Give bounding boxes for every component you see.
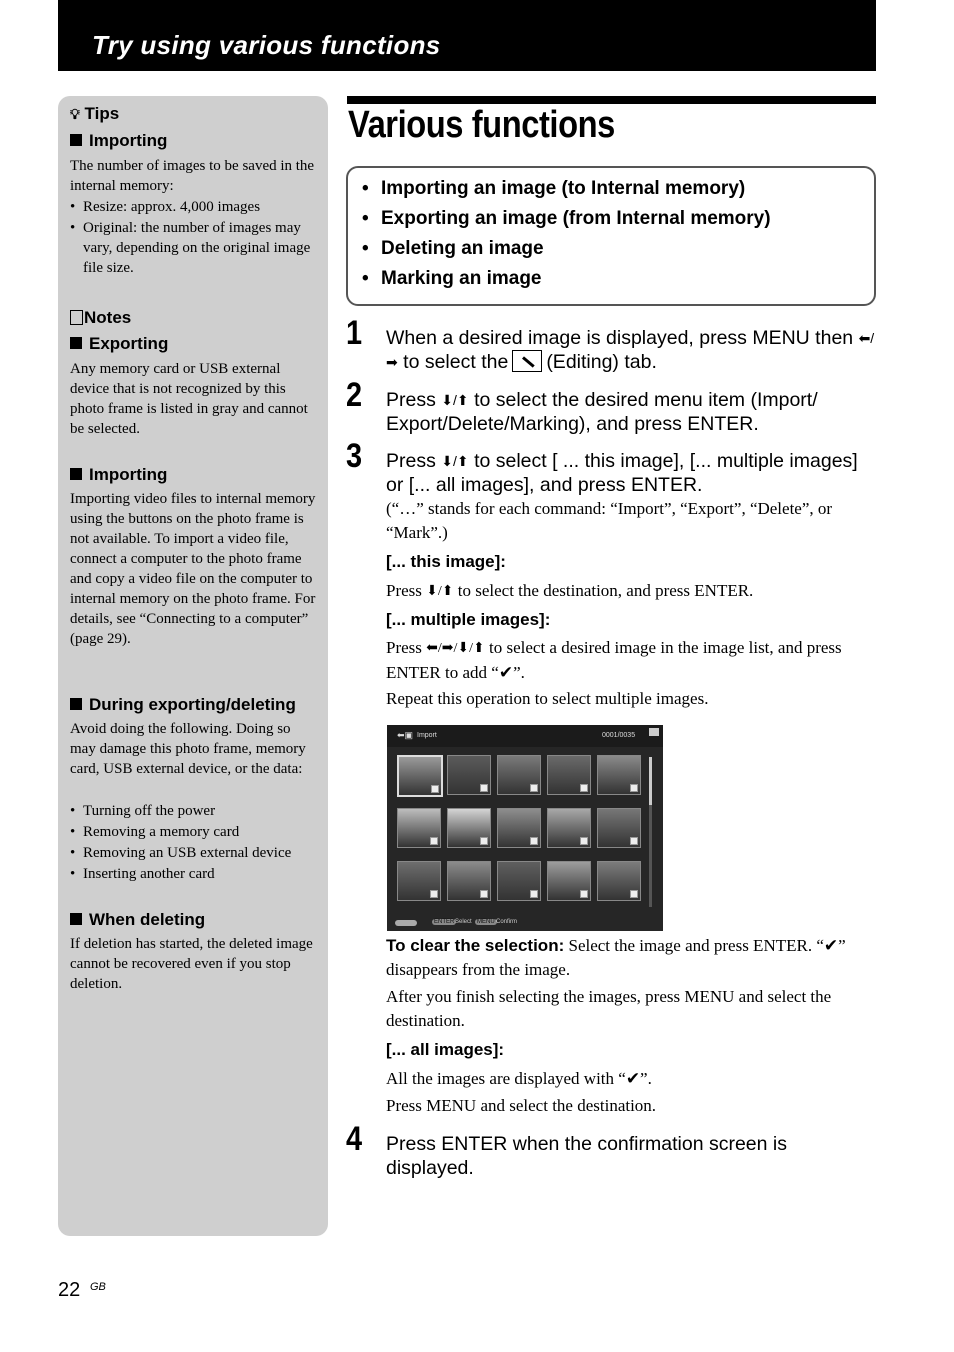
left-right-arrow-icon: ⬅/➡	[386, 330, 875, 370]
page-title: Various functions	[348, 104, 615, 146]
import-screen-image	[387, 725, 663, 931]
checkbox-icon	[580, 784, 588, 792]
exporting-text: Any memory card or USB external device that is not recognized by this photo frame is listed in gray and cannot be selected.	[70, 361, 308, 437]
image-thumbnail	[497, 755, 541, 795]
list-item: • Deleting an image	[362, 238, 771, 268]
list-item: • Resize: approx. 4,000 images	[70, 197, 320, 217]
list-item: • Removing a memory card	[70, 822, 320, 842]
step-2-text: Press ⬇/⬆ to select the desired menu item (Import/ Export/Delete/Marking), and press ENTER.	[386, 389, 818, 435]
image-thumbnail	[397, 861, 441, 901]
memory-icon	[649, 728, 659, 736]
overview-list	[362, 178, 771, 298]
image-thumbnail	[397, 755, 443, 797]
during-heading: During exporting/deleting	[70, 695, 296, 715]
list-item: • Turning off the power	[70, 801, 320, 821]
title-rule	[347, 96, 876, 104]
square-bullet-icon	[70, 698, 82, 710]
screen-topbar	[387, 725, 663, 747]
all-images-text-2: Press MENU and select the destination.	[386, 1096, 657, 1115]
list-item: • Removing an USB external device	[70, 843, 320, 863]
during-list	[70, 801, 320, 885]
checkbox-icon	[430, 890, 438, 898]
square-bullet-icon	[70, 134, 82, 146]
screen-title: Import	[417, 732, 437, 739]
checkbox-icon	[530, 837, 538, 845]
screen-counter: 0001/0035	[602, 732, 636, 739]
multiple-images-repeat: Repeat this operation to select multiple images.	[386, 689, 709, 708]
step-number: 4	[346, 1120, 363, 1158]
down-up-arrow-icon: ⬇/⬆	[426, 584, 454, 599]
menu-badge: MENU	[477, 919, 495, 925]
step-number: 3	[346, 437, 363, 475]
header-bar	[58, 0, 876, 71]
checkbox-icon	[530, 784, 538, 792]
image-thumbnail	[597, 808, 641, 848]
overview-box	[346, 166, 876, 306]
step-3-note: (“…” stands for each command: “Import”, “Export”, “Delete”, or “Mark”.)	[386, 499, 833, 542]
image-thumbnail	[447, 808, 491, 848]
deleting-text: If deletion has started, the deleted image cannot be recovered even if you stop deletion.	[70, 936, 313, 992]
all-images-text-1: All the images are displayed with “✔”.	[386, 1069, 652, 1088]
step-1-text: When a desired image is displayed, press MENU then ⬅/➡ to select the (Editing) tab.	[386, 327, 875, 373]
checkbox-icon	[480, 784, 488, 792]
checkbox-icon	[530, 890, 538, 898]
step-4-text: Press ENTER when the confirmation screen is displayed.	[386, 1133, 787, 1179]
scrollbar-thumb	[649, 757, 652, 805]
tips-importing-list	[70, 197, 320, 279]
checkbox-icon	[580, 890, 588, 898]
section-title: Try using various functions	[92, 30, 441, 60]
checkbox-icon	[630, 784, 638, 792]
this-image-label: [... this image]:	[386, 552, 506, 571]
screen-footer: ENTER Select MENU Confirm	[387, 917, 663, 931]
tips-sidebar	[58, 96, 328, 1236]
dpad-icon	[395, 920, 417, 926]
editing-tab-icon	[512, 350, 542, 372]
notes-icon	[70, 310, 83, 325]
step-number: 1	[346, 314, 363, 352]
square-bullet-icon	[70, 337, 82, 349]
image-thumbnail	[497, 861, 541, 901]
image-thumbnail	[547, 861, 591, 901]
step-number: 2	[346, 376, 363, 414]
page-number: 22	[58, 1279, 81, 1301]
square-bullet-icon	[70, 913, 82, 925]
clear-selection-label: To clear the selection:	[386, 936, 565, 955]
notes-heading: Notes	[70, 308, 131, 328]
clear-selection-text: To clear the selection: Select the image and press ENTER. “✔” disappears from the image.	[386, 936, 846, 979]
image-thumbnail	[597, 861, 641, 901]
lightbulb-icon: 💡︎	[70, 106, 80, 122]
image-thumbnail	[597, 755, 641, 795]
image-thumbnail	[547, 808, 591, 848]
deleting-heading: When deleting	[70, 910, 205, 930]
page-language: GB	[90, 1281, 106, 1293]
tips-importing-text: The number of images to be saved in the internal memory:	[70, 158, 315, 194]
list-item: • Inserting another card	[70, 864, 320, 884]
list-item: • Original: the number of images may vary, depending on the original image file size.	[70, 218, 320, 278]
checkbox-icon	[580, 837, 588, 845]
tips-importing-heading: Importing	[70, 131, 167, 151]
multiple-images-text: Press ⬅/➡/⬇/⬆ to select a desired image in the image list, and press ENTER to add “✔”.	[386, 638, 842, 682]
tips-heading: 💡︎ Tips	[70, 104, 120, 123]
this-image-text: Press ⬇/⬆ to select the destination, and press ENTER.	[386, 581, 754, 600]
step-3-text: Press ⬇/⬆ to select [ ... this image], [... multiple images] or [... all images], and press ENTER.	[386, 450, 858, 496]
checkbox-icon	[430, 837, 438, 845]
checkbox-icon	[480, 890, 488, 898]
checkbox-icon	[630, 837, 638, 845]
multiple-images-label: [... multiple images]:	[386, 610, 551, 629]
down-up-arrow-icon: ⬇/⬆	[441, 392, 469, 408]
image-thumbnail	[397, 808, 441, 848]
image-thumbnail	[447, 861, 491, 901]
down-up-arrow-icon: ⬇/⬆	[441, 453, 469, 469]
checkbox-icon	[480, 837, 488, 845]
image-thumbnail	[447, 755, 491, 795]
list-item: • Exporting an image (from Internal memory)	[362, 208, 771, 238]
all-images-label: [... all images]:	[386, 1040, 505, 1059]
checkbox-icon	[630, 890, 638, 898]
image-thumbnail	[497, 808, 541, 848]
after-selection-text: After you finish selecting the images, press MENU and select the destination.	[386, 987, 832, 1030]
back-icon: ⬅▣	[397, 730, 414, 740]
enter-badge: ENTER	[434, 919, 455, 925]
exporting-heading: Exporting	[70, 334, 168, 354]
square-bullet-icon	[70, 468, 82, 480]
checkbox-icon	[431, 785, 439, 793]
four-way-arrow-icon: ⬅/➡/⬇/⬆	[426, 641, 485, 656]
importing-heading: Importing	[70, 465, 167, 485]
image-thumbnail	[547, 755, 591, 795]
list-item: • Marking an image	[362, 268, 771, 298]
list-item: • Importing an image (to Internal memory)	[362, 178, 771, 208]
during-text: Avoid doing the following. Doing so may damage this photo frame, memory card, USB external device, or the data:	[70, 721, 306, 777]
importing-text: Importing video files to internal memory using the buttons on the photo frame is not available. To import a video file, connect a computer to the photo frame and copy a video file on the computer to internal memory on the photo frame. For details, see “Connecting to a computer” (page 29).	[70, 491, 316, 647]
